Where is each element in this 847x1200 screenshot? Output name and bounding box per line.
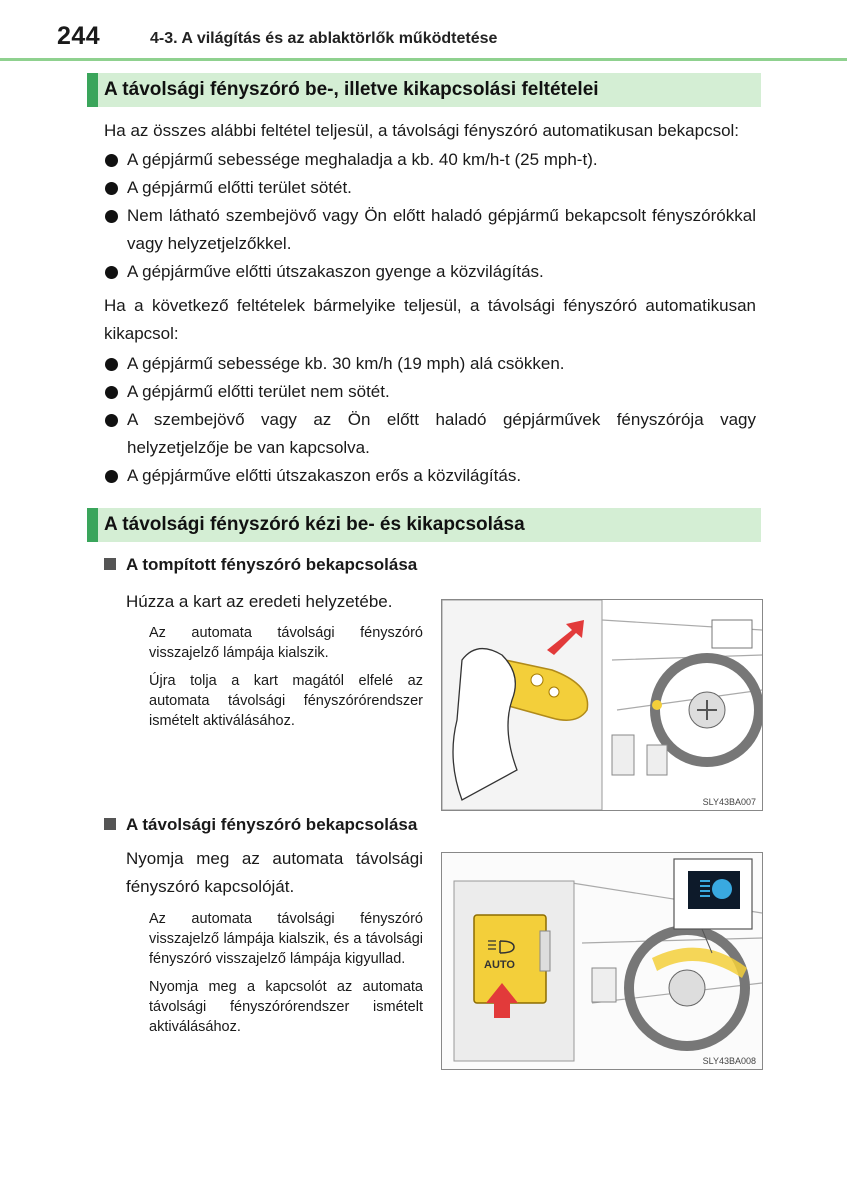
list-item: A gépjármű előtti terület sötét. bbox=[104, 174, 756, 202]
intro-off-paragraph: Ha a következő feltételek bármelyike teljesül, a távolsági fényszóró automatikusan kikapcsol: bbox=[104, 296, 756, 343]
list-item: A szembejövő vagy az Ön előtt haladó gépjárművek fényszórója vagy helyzetjelzője be van kapcsolva. bbox=[104, 406, 756, 462]
figure-lever-illustration bbox=[441, 599, 763, 811]
figure-auto-switch-illustration bbox=[441, 852, 763, 1070]
section-heading-conditions bbox=[87, 73, 761, 107]
on-conditions-list bbox=[104, 146, 756, 286]
list-item: A gépjármű sebessége kb. 30 km/h (19 mph) alá csökken. bbox=[104, 350, 756, 378]
page-number: 244 bbox=[57, 22, 101, 50]
auto-button-label: AUTO bbox=[484, 959, 515, 971]
intro-on-paragraph: Ha az összes alábbi feltétel teljesül, a távolsági fényszóró automatikusan bekapcsol: bbox=[104, 121, 740, 140]
note-text: Az automata távolsági fényszóró visszajelző lámpája kialszik. bbox=[149, 625, 423, 661]
section-title: A távolsági fényszóró be-, illetve kikapcsolási feltételei bbox=[104, 79, 599, 100]
header-divider bbox=[0, 58, 847, 61]
list-item: A gépjármű előtti terület nem sötét. bbox=[104, 378, 756, 406]
notes-low-beam bbox=[149, 623, 423, 739]
note-text: Az automata távolsági fényszóró visszajelző lámpája kialszik, és a távolsági fényszóró visszajelző lámpája kigyullad. bbox=[149, 911, 423, 967]
list-item: A gépjárműve előtti útszakaszon gyenge a közvilágítás. bbox=[104, 258, 756, 286]
instruction-low-beam: Húzza a kart az eredeti helyzetébe. bbox=[126, 592, 393, 611]
lever-illustration bbox=[442, 600, 762, 810]
subheading-text: A tompított fényszóró bekapcsolása bbox=[126, 555, 418, 574]
chapter-title: 4-3. A világítás és az ablaktörlők működtetése bbox=[150, 30, 498, 47]
section-heading-manual bbox=[87, 508, 761, 542]
list-item: A gépjármű sebessége meghaladja a kb. 40 km/h-t (25 mph-t). bbox=[104, 146, 756, 174]
off-conditions-list bbox=[104, 350, 756, 490]
list-item: Nem látható szembejövő vagy Ön előtt haladó gépjármű bekapcsolt fényszórókkal vagy helyzetjelzőkkel. bbox=[104, 202, 756, 258]
auto-switch-illustration bbox=[442, 853, 762, 1069]
note-text: Újra tolja a kart magától elfelé az automata távolsági fényszórórendszer ismételt aktiválásához. bbox=[149, 673, 423, 729]
instruction-high-beam: Nyomja meg az automata távolsági fényszóró kapcsolóját. bbox=[126, 849, 423, 896]
subheading-low-beam bbox=[104, 555, 417, 575]
figure-code: SLY43BA008 bbox=[702, 1056, 756, 1066]
list-item: A gépjárműve előtti útszakaszon erős a közvilágítás. bbox=[104, 462, 756, 490]
square-bullet-icon bbox=[104, 558, 116, 570]
square-bullet-icon bbox=[104, 818, 116, 830]
subheading-text: A távolsági fényszóró bekapcsolása bbox=[126, 815, 418, 834]
figure-code: SLY43BA007 bbox=[702, 797, 756, 807]
subheading-high-beam bbox=[104, 815, 417, 835]
section-title: A távolsági fényszóró kézi be- és kikapcsolása bbox=[104, 514, 525, 535]
note-text: Nyomja meg a kapcsolót az automata távolsági fényszórórendszer ismételt aktiválásához. bbox=[149, 979, 423, 1035]
notes-high-beam bbox=[149, 909, 423, 1045]
